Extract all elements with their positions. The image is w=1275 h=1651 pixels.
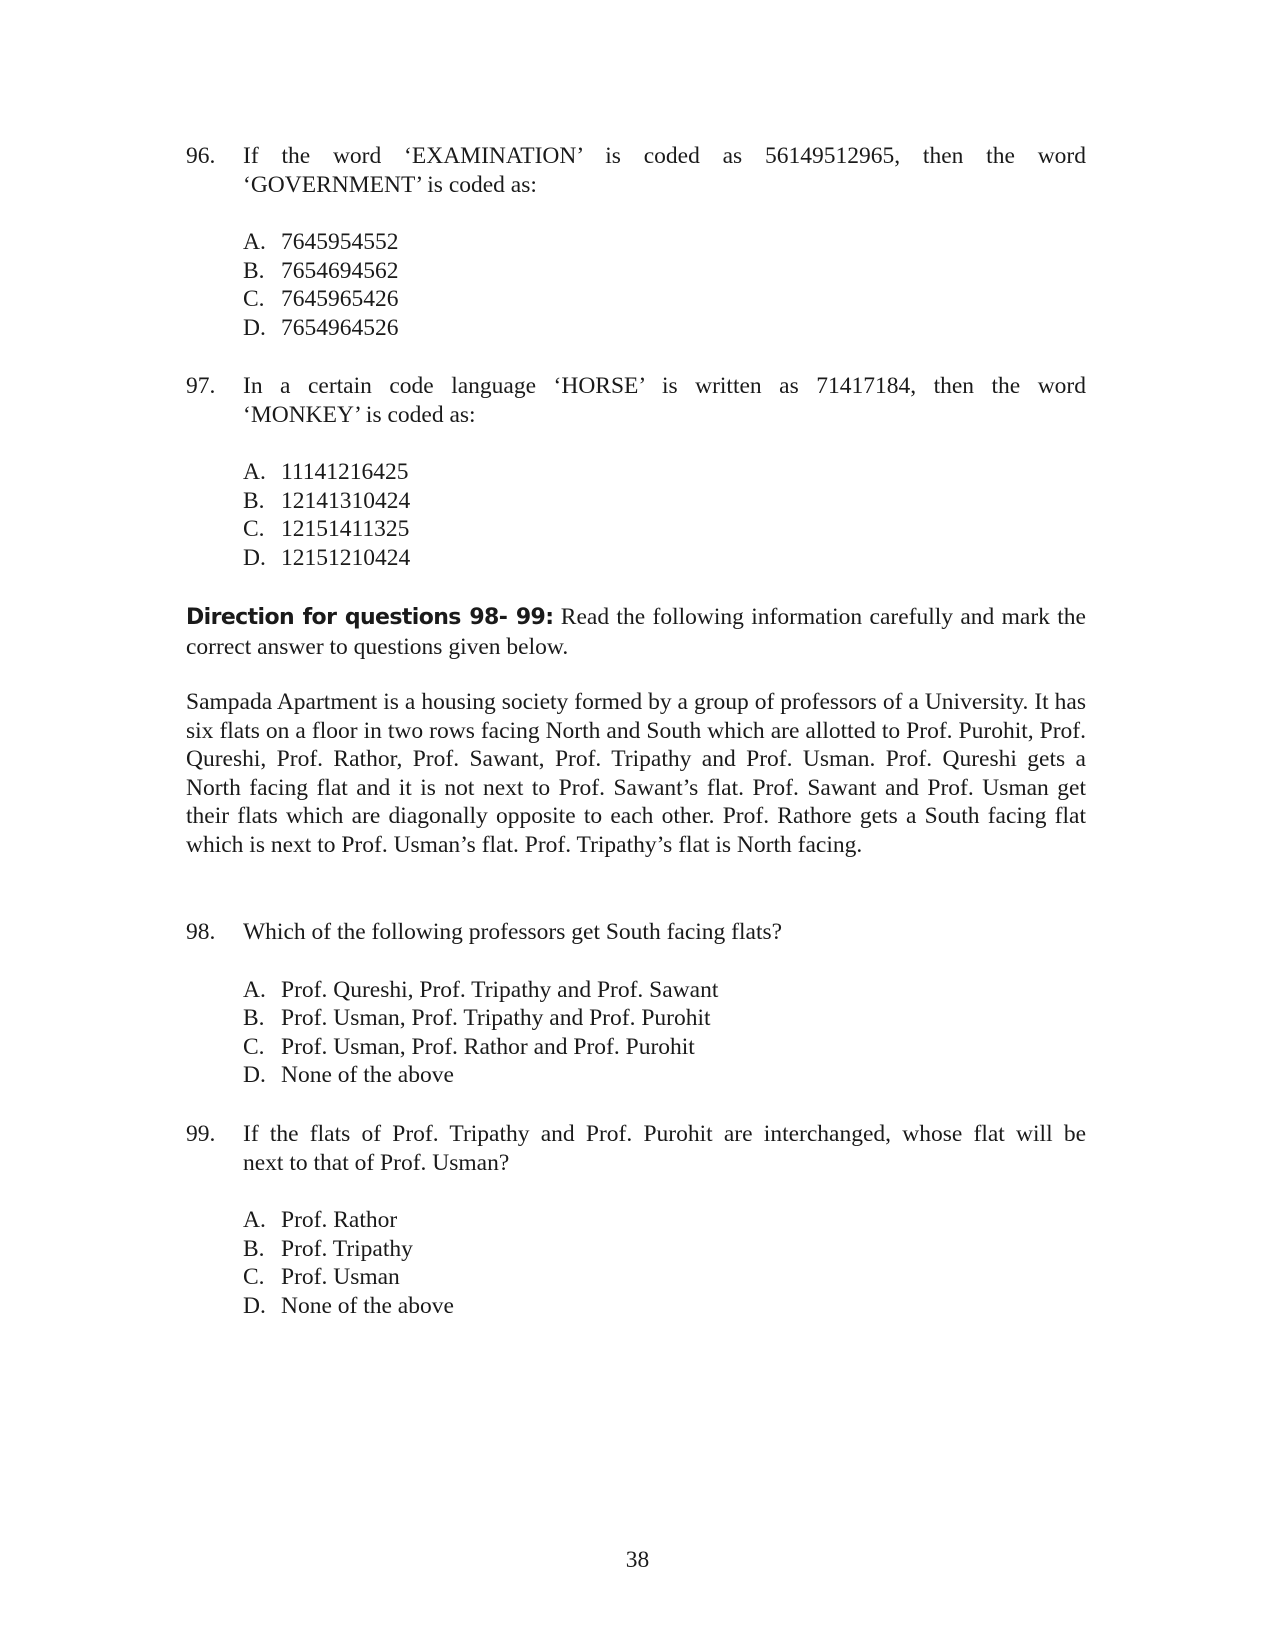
option-text: Prof. Tripathy	[281, 1235, 413, 1262]
question-98	[186, 918, 1086, 1090]
option-c	[243, 1263, 1086, 1292]
option-b	[243, 257, 1086, 286]
option-c	[243, 285, 1086, 314]
question-text	[243, 1120, 1086, 1177]
page-number: 38	[625, 1547, 650, 1573]
question-text	[243, 142, 1086, 199]
question-96	[186, 142, 1086, 342]
direction-text: Read the following information carefully and mark the correct answer to questions given below.	[186, 604, 1086, 660]
option-b	[243, 1004, 1086, 1033]
option-letter: C.	[243, 516, 265, 542]
question-97	[186, 372, 1086, 572]
option-text: Prof. Rathor	[281, 1207, 398, 1233]
question-text: Which of the following professors get South facing flats?	[243, 919, 783, 945]
option-text: None of the above	[281, 1292, 454, 1319]
option-text: Prof. Usman, Prof. Rathor and Prof. Purohit	[281, 1033, 695, 1060]
question-text-line-1: In a certain code language ‘HORSE’ is written as 71417184, then the word	[243, 373, 1086, 399]
direction-paragraph	[186, 603, 1086, 661]
option-a	[243, 228, 1086, 257]
option-letter: C.	[243, 1033, 265, 1060]
option-letter: D.	[243, 314, 266, 341]
option-a	[243, 976, 1086, 1005]
question-number: 96.	[186, 143, 216, 169]
option-letter: D.	[243, 544, 266, 571]
option-text: 11141216425	[281, 459, 409, 485]
option-text: Prof. Usman, Prof. Tripathy and Prof. Purohit	[281, 1005, 711, 1031]
option-b	[243, 487, 1086, 516]
option-letter: B.	[243, 487, 265, 514]
option-text: Prof. Usman	[281, 1264, 400, 1290]
option-c	[243, 1033, 1086, 1062]
option-text: 7645965426	[281, 286, 399, 312]
option-letter: C.	[243, 286, 265, 312]
option-d	[243, 1061, 1086, 1090]
option-text: 12151411325	[281, 516, 410, 542]
question-text-line-1: If the flats of Prof. Tripathy and Prof. Purohit are interchanged, whose flat will be	[243, 1121, 1086, 1147]
option-text: 12151210424	[281, 544, 411, 571]
option-letter: D.	[243, 1062, 266, 1088]
option-text: 7654694562	[281, 257, 399, 284]
passage-paragraph: Sampada Apartment is a housing society formed by a group of professors of a University. It has six flats on a floor in two rows facing North and South which are allotted to Prof. Purohit, Prof. Qureshi, Prof. Rathor, Prof. Sawant, Prof. Tripathy and Prof. Usman. Prof. Qureshi gets a North facing flat and it is not next to Prof. Sawant’s flat. Prof. Sawant and Prof. Usman get their flats which are diagonally opposite to each other. Prof. Rathore gets a South facing flat which is next to Prof. Usman’s flat. Prof. Tripathy’s flat is North facing.	[186, 689, 1086, 858]
option-d	[243, 1292, 1086, 1321]
answer-options	[243, 1206, 1086, 1320]
question-text-line-1: If the word ‘EXAMINATION’ is coded as 56149512965, then the word	[243, 143, 1086, 169]
option-text: 12141310424	[281, 487, 411, 514]
option-letter: A.	[243, 459, 266, 485]
option-letter: C.	[243, 1264, 265, 1290]
option-a	[243, 1206, 1086, 1235]
direction-heading: Direction for questions 98- 99:	[186, 605, 554, 630]
option-a	[243, 458, 1086, 487]
question-text-line-2: ‘GOVERNMENT’ is coded as:	[243, 171, 537, 198]
question-text-line-2: next to that of Prof. Usman?	[243, 1149, 510, 1176]
option-letter: D.	[243, 1292, 266, 1319]
option-d	[243, 314, 1086, 343]
question-text	[243, 372, 1086, 429]
option-text: 7654964526	[281, 314, 399, 341]
answer-options	[243, 228, 1086, 342]
question-number: 99.	[186, 1121, 216, 1147]
option-letter: A.	[243, 1207, 266, 1233]
question-number: 98.	[186, 919, 216, 945]
question-99	[186, 1120, 1086, 1320]
option-letter: B.	[243, 257, 265, 284]
question-text-line-2: ‘MONKEY’ is coded as:	[243, 401, 476, 428]
answer-options	[243, 976, 1086, 1090]
option-letter: A.	[243, 976, 266, 1003]
option-letter: A.	[243, 229, 266, 255]
option-text: Prof. Qureshi, Prof. Tripathy and Prof. Sawant	[281, 976, 719, 1003]
option-letter: B.	[243, 1235, 265, 1262]
option-text: None of the above	[281, 1062, 454, 1088]
option-b	[243, 1235, 1086, 1264]
option-letter: B.	[243, 1005, 265, 1031]
option-c	[243, 515, 1086, 544]
answer-options	[243, 458, 1086, 572]
question-number: 97.	[186, 373, 216, 399]
option-text: 7645954552	[281, 229, 399, 255]
option-d	[243, 544, 1086, 573]
